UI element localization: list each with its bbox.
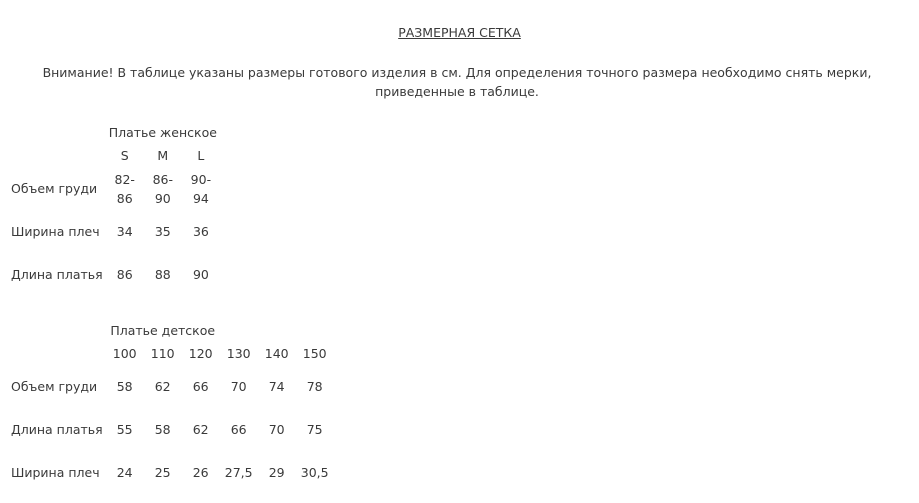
size-header: L	[197, 147, 205, 163]
kids-size-table	[8, 319, 334, 494]
table-cell: 62	[154, 379, 171, 394]
row-label: Объем груди	[11, 379, 98, 394]
table-cell: 78	[306, 379, 323, 394]
table-cell: 86-90	[152, 171, 174, 206]
size-header: 130	[226, 345, 251, 361]
row-label: Ширина плеч	[11, 224, 100, 239]
table-row	[8, 167, 220, 210]
row-label: Длина платья	[11, 267, 103, 282]
table-cell: 35	[154, 224, 171, 239]
table-cell: 24	[116, 465, 133, 480]
table-cell: 66	[192, 379, 209, 394]
women-table-caption: Платье женское	[108, 124, 217, 140]
table-cell: 74	[268, 379, 285, 394]
kids-table-caption: Платье детское	[110, 322, 216, 338]
table-cell: 34	[116, 224, 133, 239]
table-cell: 62	[192, 422, 209, 437]
table-cell: 58	[116, 379, 133, 394]
table-cell: 70	[230, 379, 247, 394]
table-cell: 55	[116, 422, 133, 437]
table-cell: 90-94	[190, 171, 212, 206]
table-cell: 36	[192, 224, 209, 239]
table-cell: 90	[192, 267, 209, 282]
table-row	[8, 451, 334, 494]
size-header: 150	[302, 345, 327, 361]
page-title: РАЗМЕРНАЯ СЕТКА	[398, 25, 521, 40]
table-cell: 88	[154, 267, 171, 282]
row-label: Длина платья	[11, 422, 103, 437]
table-row	[8, 365, 334, 408]
size-header: 140	[264, 345, 289, 361]
size-header: 110	[150, 345, 175, 361]
table-cell: 27,5	[224, 465, 253, 480]
table-cell: 58	[154, 422, 171, 437]
table-row	[8, 210, 220, 253]
size-header: M	[157, 147, 169, 163]
size-header: 100	[112, 345, 137, 361]
table-row	[8, 408, 334, 451]
table-cell: 82-86	[114, 171, 135, 206]
size-notice: Внимание! В таблице указаны размеры готового изделия в см. Для определения точного размера необходимо снять мерки, приведенные в таблице.	[42, 65, 872, 99]
table-row	[8, 253, 220, 296]
table-cell: 75	[306, 422, 323, 437]
size-header: 120	[188, 345, 213, 361]
table-cell: 70	[268, 422, 285, 437]
row-label: Объем груди	[11, 181, 98, 196]
table-cell: 26	[192, 465, 209, 480]
table-cell: 29	[268, 465, 285, 480]
table-cell: 86	[116, 267, 133, 282]
size-header: S	[120, 147, 129, 163]
women-size-table	[8, 121, 220, 296]
row-label: Ширина плеч	[11, 465, 100, 480]
table-cell: 25	[154, 465, 171, 480]
table-cell: 66	[230, 422, 247, 437]
table-cell: 30,5	[300, 465, 329, 480]
